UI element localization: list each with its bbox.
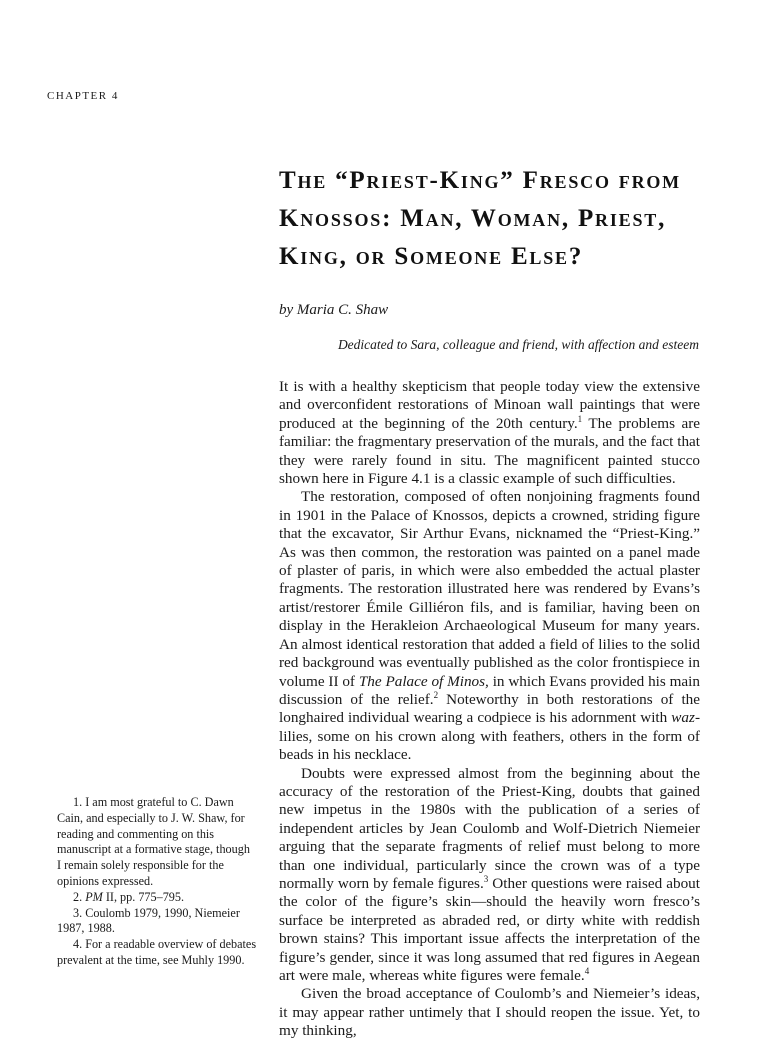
- paragraph-2: The restoration, composed of often nonjoining fragments found in 1901 in the Palace of Knossos, depicts a crowned, striding figure that the excavator, Sir Arthur Evans, nicknamed the “Priest-King.” As was then common, the restoration was painted on a panel made of plaster of paris, in which were also embedded the actual plaster fragments. The restoration illustrated here was rendered by Evans’s artist/restorer Émile Gilliéron fils, and is familiar, having been on display in the Herakleion Archaeological Museum for many years. An almost identical restoration that added a field of lilies to the solid red background was eventually published as the color frontispiece in volume II of The Palace of Minos, in which Evans provided his main discussion of the relief.$^2$ Noteworthy in both restorations of the longhaired individual wearing a codpiece is his adornment with waz-lilies, some on his crown along with feathers, others in the form of beads in his necklace.: [279, 488, 700, 764]
- footnote-2: 2. PM II, pp. 775–795.: [73, 889, 185, 904]
- footnote-3: 3. Coulomb 1979, 1990, Niemeier 1987, 1988.: [57, 905, 240, 936]
- paragraph-4: Given the broad acceptance of Coulomb’s and Niemeier’s ideas, it may appear rather untimely that I should reopen the issue. Yet, to my thinking,: [279, 985, 700, 1040]
- article-title: [279, 162, 719, 276]
- title-line-3: King, or Someone Else?: [279, 243, 584, 270]
- dedication: Dedicated to Sara, colleague and friend, with affection and esteem: [337, 337, 699, 352]
- footnote-ref-1: 1: [577, 413, 583, 424]
- paragraph-3: Doubts were expressed almost from the beginning about the accuracy of the restoration of the Priest-King, doubts that gained new impetus in the 1980s with the publication of a series of independent articles by Jean Coulomb and Wolf-Dietrich Niemeier arguing that the separate fragments of relief must belong to more than one individual, particularly since the crown was of a type normally worn by female figures.$^3$ Other questions were raised about the color of the figure’s skin—should the heavily worn fresco’s surface be interpreted as abraded red, or dirty white with reddish brown stains? This important issue affects the interpretation of the figure’s gender, since it was long assumed that red figures in Aegean art were male, whereas white figures were female.$^4$: [279, 764, 700, 984]
- footnotes: [57, 795, 257, 969]
- body-text: [279, 378, 700, 1041]
- title-line-2: Knossos: Man, Woman, Priest,: [279, 205, 667, 232]
- footnote-1: 1. I am most grateful to C. Dawn Cain, and especially to J. W. Shaw, for reading and commenting on this manuscript at a formative stage, though I remain solely responsible for the opinions expressed.: [57, 795, 250, 888]
- book-title: The Palace of Minos,: [358, 672, 489, 690]
- title-line-1: The “Priest-King” Fresco from: [279, 167, 681, 194]
- paragraph-1: It is with a healthy skepticism that people today view the extensive and overconfident restorations of Minoan wall paintings that were produced at the beginning of the 20th century.$^1$ The problems are familiar: the fragmentary preservation of the murals, and the fact that they were rarely found in situ. The magnificent painted stucco shown here in Figure 4.1 is a classic example of such difficulties.: [279, 378, 701, 488]
- byline: by Maria C. Shaw: [279, 302, 389, 318]
- chapter-label: CHAPTER 4: [47, 90, 119, 102]
- footnote-ref-2: 2: [433, 689, 439, 700]
- footnote-ref-3: 3: [483, 873, 489, 884]
- footnote-ref-4: 4: [584, 965, 590, 976]
- footnote-4: 4. For a readable overview of debates prevalent at the time, see Muhly 1990.: [57, 937, 257, 967]
